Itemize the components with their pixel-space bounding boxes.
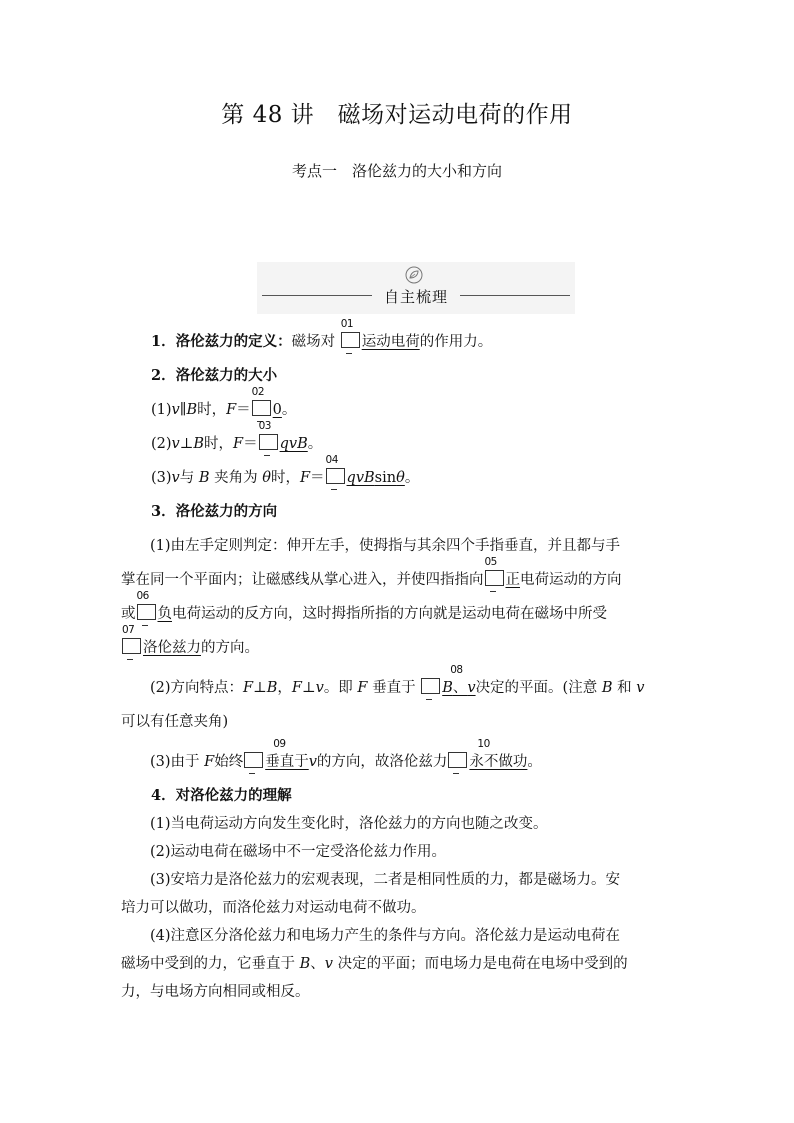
text: 。即 — [323, 680, 358, 696]
content-body — [121, 318, 677, 1006]
box-tick — [331, 489, 337, 490]
section-subtitle: 考点一 洛伦兹力的大小和方向 — [291, 162, 502, 180]
text: 和 — [612, 680, 637, 696]
blank-box-03[interactable] — [258, 420, 278, 450]
blank-box-07[interactable] — [122, 624, 141, 654]
text: 时， — [270, 470, 300, 486]
banner-label: 自主梳理 — [383, 288, 448, 306]
box-tick — [264, 455, 270, 456]
text: ＝ — [310, 470, 325, 486]
text: 垂直于 — [367, 680, 416, 696]
var-v: v — [636, 680, 645, 696]
item-4-heading: 4．对洛伦兹力的理解 — [151, 787, 292, 804]
text: ， — [277, 680, 292, 696]
item-3-1-line-2 — [121, 556, 677, 594]
text: 掌在同一个平面内；让磁感线从掌心进入，并使四指指向 — [121, 572, 484, 588]
var-B: B — [193, 436, 205, 452]
box-tick — [142, 625, 148, 626]
var-B: B — [299, 956, 311, 972]
blank-number: 03 — [258, 420, 271, 432]
text: 、 — [310, 956, 325, 972]
item-4-2: (2)运动电荷在磁场中不一定受洛伦兹力作用。 — [150, 844, 447, 860]
item-3-1-line-1: (1)由左手定则判定：伸开左手，使拇指与其余四个手指垂直，并且都与手 — [150, 538, 621, 554]
item-3-1-line-3 — [121, 590, 677, 628]
blank-box-05[interactable] — [484, 556, 504, 586]
var-F: F — [243, 680, 254, 696]
blank-number: 09 — [273, 738, 286, 750]
var-F: F — [299, 470, 311, 486]
item-2-heading: 2．洛伦兹力的大小 — [151, 367, 278, 384]
box-tick — [127, 659, 133, 660]
text: 时， — [204, 436, 234, 452]
blank-box-10[interactable] — [448, 738, 490, 768]
answer-04 — [347, 470, 405, 486]
item-3-heading: 3．洛伦兹力的方向 — [151, 503, 278, 520]
answer-07: 洛伦兹力 — [143, 640, 201, 656]
text: 。 — [281, 402, 297, 418]
text: 或 — [121, 606, 136, 622]
var-v: v — [171, 436, 180, 452]
leaf-icon — [403, 266, 425, 284]
answer-01: 运动电荷 — [361, 334, 420, 350]
text: 电荷运动的方向 — [520, 572, 622, 588]
blank-number: 07 — [122, 624, 135, 636]
item-3-1-line-4 — [121, 624, 677, 662]
text: 的方向。 — [201, 640, 259, 656]
item-3-2-line-1 — [121, 664, 677, 702]
blank-box-06[interactable] — [136, 590, 156, 620]
section-banner — [257, 262, 575, 314]
text: 。 — [404, 470, 420, 486]
answer-04-qvb: qvB — [346, 470, 375, 486]
text: 决定的平面。(注意 — [475, 680, 602, 696]
text: 电荷运动的反方向，这时拇指所指的方向就是运动电荷在磁场中所受 — [172, 606, 607, 622]
var-v: v — [315, 680, 324, 696]
var-v: v — [171, 470, 180, 486]
text: 的作用力。 — [419, 334, 493, 350]
text: ＝ — [236, 402, 251, 418]
text: 与 — [179, 470, 199, 486]
blank-box-02[interactable] — [251, 386, 271, 416]
item-3-3 — [121, 738, 677, 776]
blank-number: 01 — [340, 318, 354, 330]
text: ⊥ — [301, 680, 316, 696]
var-F: F — [233, 436, 244, 452]
box-tick — [346, 353, 352, 354]
banner-rule-right — [460, 295, 570, 296]
item-4-4-line-1: (4)注意区分洛伦兹力和电场力产生的条件与方向。洛伦兹力是运动电荷在 — [150, 928, 621, 944]
blank-box-04[interactable] — [325, 454, 345, 484]
answer-09: 垂直于 — [265, 754, 309, 770]
text: ∥ — [179, 402, 187, 418]
var-B: B — [186, 402, 198, 418]
item-1-heading: 1．洛伦兹力的定义： — [151, 333, 292, 350]
answer-05: 正 — [505, 572, 520, 588]
text: (2) — [151, 436, 172, 452]
blank-number: 02 — [251, 386, 265, 398]
box-tick — [490, 591, 496, 592]
answer-10: 永不做功 — [469, 754, 528, 770]
var-F: F — [226, 402, 237, 418]
box-tick — [426, 699, 432, 700]
answer-03: qvB — [279, 436, 308, 452]
answer-08 — [442, 680, 475, 696]
answer-06: 负 — [157, 606, 172, 622]
item-4-3-line-1: (3)安培力是洛伦兹力的宏观表现，二者是相同性质的力，都是磁场力。安 — [150, 872, 621, 888]
text: 。 — [527, 754, 542, 770]
item-2-3 — [121, 454, 677, 492]
item-1 — [121, 318, 677, 356]
text: (2)方向特点： — [150, 680, 244, 696]
text: 夹角为 — [209, 470, 263, 486]
blank-box-01[interactable] — [340, 318, 360, 348]
blank-box-09[interactable] — [244, 738, 286, 768]
text: (3) — [151, 470, 172, 486]
blank-number: 06 — [136, 590, 149, 602]
var-v: v — [171, 402, 180, 418]
item-4-3-line-2: 培力可以做功，而洛伦兹力对运动电荷不做功。 — [121, 900, 426, 916]
answer-02: 0 — [272, 402, 282, 418]
item-4-1: (1)当电荷运动方向发生变化时，洛伦兹力的方向也随之改变。 — [150, 816, 548, 832]
text: 始终 — [214, 754, 244, 770]
var-v: v — [324, 956, 333, 972]
answer-09-v: v — [308, 754, 317, 770]
text: ⊥ — [253, 680, 267, 696]
box-tick — [453, 773, 459, 774]
answer-04-theta: θ — [396, 470, 405, 486]
text: ＝ — [243, 436, 258, 452]
blank-number: 10 — [477, 738, 490, 750]
item-3-2-line-2: 可以有任意夹角) — [121, 714, 229, 730]
answer-08-B: B — [442, 680, 453, 696]
var-B: B — [601, 680, 613, 696]
text: (1) — [151, 402, 172, 418]
var-F: F — [357, 680, 368, 696]
blank-number: 04 — [325, 454, 338, 466]
blank-number: 08 — [450, 664, 463, 676]
lecture-title: 第 48 讲 磁场对运动电荷的作用 — [221, 102, 573, 128]
text: ⊥ — [179, 436, 194, 452]
item-2-1 — [121, 386, 677, 424]
box-tick — [249, 773, 255, 774]
answer-08-sep: 、 — [452, 680, 468, 696]
text: 。 — [307, 436, 323, 452]
text: 磁场对 — [291, 334, 336, 350]
text: 时， — [197, 402, 227, 418]
text: (3)由于 — [150, 754, 205, 770]
text: 磁场中受到的力，它垂直于 — [121, 956, 300, 972]
item-4-4-line-2 — [121, 950, 677, 978]
blank-number: 05 — [484, 556, 497, 568]
text: 决定的平面；而电场力是电荷在电场中受到的 — [332, 956, 628, 972]
var-B: B — [266, 680, 278, 696]
text: 的方向，故洛伦兹力 — [316, 754, 448, 770]
item-4-4-line-3: 力，与电场方向相同或相反。 — [121, 984, 310, 1000]
blank-box-08[interactable] — [421, 664, 463, 694]
var-F: F — [204, 754, 215, 770]
answer-08-v: v — [467, 680, 476, 696]
var-B: B — [198, 470, 210, 486]
item-2-2 — [121, 420, 677, 458]
var-theta: θ — [262, 470, 271, 486]
answer-04-sin: sin — [374, 470, 397, 486]
var-F: F — [291, 680, 302, 696]
